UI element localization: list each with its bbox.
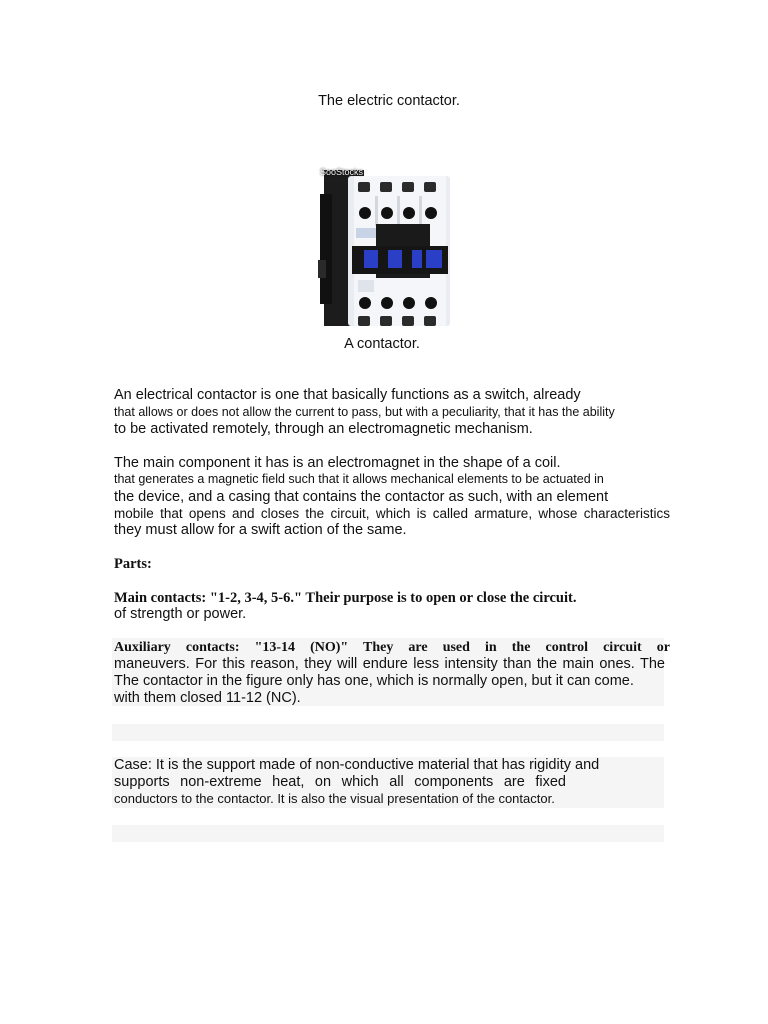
paragraph-line: that generates a magnetic field such that it allows mechanical elements to be actuated in	[114, 472, 604, 486]
image-caption: A contactor.	[344, 336, 420, 352]
paragraph-line: The main component it has is an electromagnet in the shape of a coil.	[114, 455, 561, 471]
paragraph-line: the device, and a casing that contains the contactor as such, with an element	[114, 489, 609, 505]
paragraph-line: that allows or does not allow the current to pass, but with a peculiarity, that it has the ability	[114, 405, 615, 419]
paragraph-line: The contactor in the figure only has one, which is normally open, but it can come.	[114, 673, 634, 689]
paragraph-line: to be activated remotely, through an electromagnetic mechanism.	[114, 421, 533, 437]
parts-heading: Parts:	[114, 556, 152, 572]
image-watermark: SooStocks	[320, 167, 364, 177]
page-title: The electric contactor.	[318, 93, 460, 109]
paragraph-line: of strength or power.	[114, 606, 247, 622]
paragraph-line: supports non-extreme heat, on which all components are fixed	[114, 774, 566, 790]
paragraph-line: maneuvers. For this reason, they will endure less intensity than the main ones. The	[114, 656, 665, 672]
empty-shade-block	[112, 825, 664, 842]
paragraph-line: mobile that opens and closes the circuit, which is called armature, whose characteristics	[114, 506, 670, 521]
paragraph-line: An electrical contactor is one that basically functions as a switch, already	[114, 387, 581, 403]
empty-shade-block	[112, 724, 664, 741]
paragraph-line: they must allow for a swift action of the same.	[114, 522, 407, 538]
aux-contacts-heading: Auxiliary contacts: "13-14 (NO)" They are used in the control circuit or	[114, 640, 670, 655]
paragraph-line: Case: It is the support made of non-conductive material that has rigidity and	[114, 757, 600, 773]
paragraph-line: conductors to the contactor. It is also the visual presentation of the contactor.	[114, 791, 555, 806]
paragraph-line: with them closed 11-12 (NC).	[114, 690, 301, 706]
contactor-image	[318, 166, 454, 328]
main-contacts-heading: Main contacts: "1-2, 3-4, 5-6." Their purpose is to open or close the circuit.	[114, 590, 577, 606]
